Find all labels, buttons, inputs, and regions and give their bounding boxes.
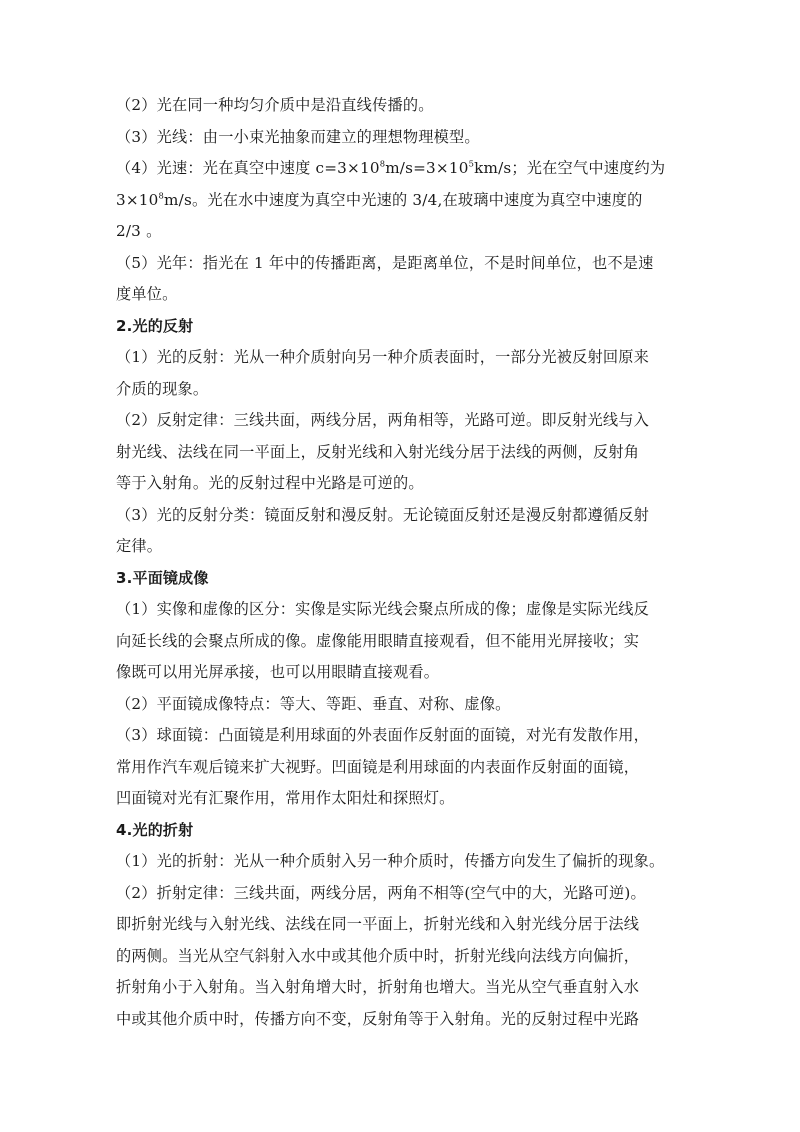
- exponent: 8: [379, 158, 386, 169]
- exponent: 5: [468, 158, 475, 169]
- section-heading: 3.平面镜成像: [116, 568, 209, 587]
- paragraph-line: （2）光在同一种均匀介质中是沿直线传播的。: [116, 96, 434, 114]
- paragraph-line: 中或其他介质中时，传播方向不变，反射角等于入射角。光的反射过程中光路: [116, 1009, 640, 1028]
- paragraph-line: （2）反射定律：三线共面，两线分居，两角相等，光路可逆。即反射光线与入: [116, 411, 650, 429]
- paragraph-line: [116, 185, 688, 217]
- paragraph-line: 即折射光线与入射光线、法线在同一平面上，折射光线和入射光线分居于法线: [116, 915, 640, 933]
- paragraph-line: 折射角小于入射角。当入射角增大时，折射角也增大。当光从空气垂直射入水: [116, 978, 640, 996]
- paragraph-line: 介质的现象。: [116, 379, 209, 398]
- text-run: m/s=3×10: [385, 159, 469, 177]
- paragraph-line: （2）折射定律：三线共面，两线分居，两角不相等(空气中的大，光路可逆)。: [116, 883, 646, 902]
- paragraph-line: 射光线、法线在同一平面上，反射光线和入射光线分居于法线的两侧，反射角: [116, 442, 640, 461]
- paragraph-line: 的两侧。当光从空气斜射入水中或其他介质中时，折射光线向法线方向偏折，: [116, 946, 640, 965]
- exponent: 8: [158, 190, 165, 201]
- paragraph-line: 度单位。: [116, 285, 178, 303]
- text-run: 3×10: [116, 190, 159, 209]
- paragraph-line: （1）光的折射：光从一种介质射入另一种介质时，传播方向发生了偏折的现象。: [116, 852, 665, 870]
- text-run: （4）光速：光在真空中速度 c=3×10: [116, 159, 380, 177]
- text-run: m/s。光在水中速度为真空中光速的 3/4,在玻璃中速度为真空中速度的: [164, 190, 643, 209]
- paragraph-line: 凹面镜对光有汇聚作用，常用作太阳灶和探照灯。: [116, 789, 455, 807]
- paragraph-line: （3）球面镜：凸面镜是利用球面的外表面作反射面的面镜，对光有发散作用，: [116, 726, 650, 744]
- paragraph-line: 2/3 。: [116, 222, 162, 240]
- section-heading: 2.光的反射: [116, 316, 194, 335]
- document-body: [116, 90, 688, 1035]
- paragraph-line: （3）光的反射分类：镜面反射和漫反射。无论镜面反射还是漫反射都遵循反射: [116, 505, 650, 524]
- paragraph-line: （1）实像和虚像的区分：实像是实际光线会聚点所成的像；虚像是实际光线反: [116, 600, 650, 618]
- paragraph-line: 常用作汽车观后镜来扩大视野。凹面镜是利用球面的内表面作反射面的面镜，: [116, 757, 640, 776]
- paragraph-line: （5）光年：指光在 1 年中的传播距离，是距离单位，不是时间单位，也不是速: [116, 253, 654, 272]
- paragraph-line: （1）光的反射：光从一种介质射向另一种介质表面时，一部分光被反射回原来: [116, 348, 650, 366]
- paragraph-line: 向延长线的会聚点所成的像。虚像能用眼睛直接观看，但不能用光屏接收；实: [116, 631, 640, 650]
- paragraph-line: 等于入射角。光的反射过程中光路是可逆的。: [116, 474, 424, 492]
- paragraph-line: [116, 153, 688, 185]
- paragraph-line: （2）平面镜成像特点：等大、等距、垂直、对称、虚像。: [116, 694, 511, 713]
- section-heading: 4.光的折射: [116, 820, 194, 839]
- paragraph-line: 像既可以用光屏承接，也可以用眼睛直接观看。: [116, 663, 440, 681]
- paragraph-line: 定律。: [116, 537, 163, 555]
- text-run: km/s；光在空气中速度约为: [474, 159, 666, 177]
- paragraph-line: （3）光线：由一小束光抽象而建立的理想物理模型。: [116, 127, 480, 146]
